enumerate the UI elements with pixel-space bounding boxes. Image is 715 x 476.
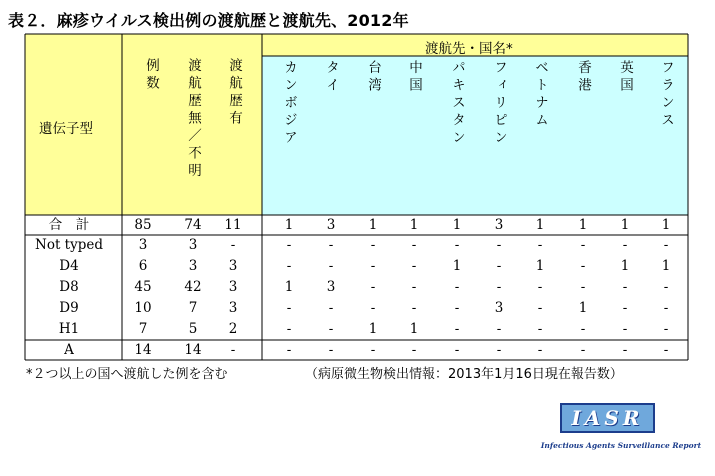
table-cell: 85 bbox=[134, 217, 152, 233]
table-cell: - bbox=[580, 342, 586, 358]
table-cell: 10 bbox=[134, 300, 152, 316]
table-cell: - bbox=[454, 237, 460, 253]
table-cell: - bbox=[580, 237, 586, 253]
table-cell: 1 bbox=[620, 258, 630, 274]
table-cell: - bbox=[411, 300, 417, 316]
table-cell: - bbox=[328, 237, 334, 253]
table-cell: 5 bbox=[188, 321, 198, 337]
country-header: パキスタン bbox=[449, 60, 465, 148]
table-cell: 14 bbox=[134, 342, 152, 358]
table-cell: 1 bbox=[368, 321, 378, 337]
table-cell: 7 bbox=[188, 300, 198, 316]
table-cell: - bbox=[537, 321, 543, 337]
table-cell: 1 bbox=[284, 217, 294, 233]
country-header: カンボジア bbox=[281, 60, 297, 148]
table-cell: - bbox=[454, 321, 460, 337]
table-cell: - bbox=[622, 237, 628, 253]
table-title: 表２．麻疹ウイルス検出例の渡航歴と渡航先、2012年 bbox=[8, 11, 409, 30]
row-label: D8 bbox=[59, 279, 79, 295]
table-cell: 14 bbox=[184, 342, 202, 358]
iasr-logo bbox=[560, 403, 655, 433]
row-label: H1 bbox=[58, 321, 80, 337]
table-cell: 2 bbox=[228, 321, 238, 337]
country-header: 香港 bbox=[575, 60, 591, 95]
table-cell: - bbox=[370, 342, 376, 358]
table-cell: - bbox=[411, 342, 417, 358]
country-header: タイ bbox=[323, 60, 339, 95]
row-label: D4 bbox=[59, 258, 79, 274]
table-cell: 1 bbox=[535, 258, 545, 274]
table-cell: 6 bbox=[138, 258, 148, 274]
table-cell: - bbox=[496, 279, 502, 295]
table-cell: - bbox=[370, 258, 376, 274]
table-cell: 1 bbox=[535, 217, 545, 233]
table-cell: 3 bbox=[188, 258, 198, 274]
iasr-logo-subtitle: Infectious Agents Surveillance Report bbox=[540, 441, 702, 450]
table-cell: - bbox=[622, 279, 628, 295]
table-cell: 3 bbox=[228, 279, 238, 295]
table-cell: - bbox=[328, 342, 334, 358]
table-cell: - bbox=[230, 237, 236, 253]
table-cell: - bbox=[622, 342, 628, 358]
source-note: （病原微生物検出情報：2013年1月16日現在報告数） bbox=[305, 367, 623, 382]
row-label: A bbox=[64, 342, 74, 358]
table-cell: 1 bbox=[578, 300, 588, 316]
table-cell: - bbox=[663, 300, 669, 316]
table-cell: - bbox=[496, 237, 502, 253]
table-cell: 1 bbox=[409, 217, 419, 233]
table-cell: - bbox=[370, 279, 376, 295]
table-cell: - bbox=[663, 321, 669, 337]
table-cell: 1 bbox=[578, 217, 588, 233]
table-cell: - bbox=[580, 279, 586, 295]
table-cell: - bbox=[454, 279, 460, 295]
row-label: 合 計 bbox=[48, 217, 90, 233]
table-cell: 7 bbox=[138, 321, 148, 337]
table-cell: - bbox=[537, 342, 543, 358]
destination-group-header: 渡航先・国名* bbox=[425, 41, 513, 57]
table-cell: - bbox=[454, 342, 460, 358]
table-cell: 1 bbox=[409, 321, 419, 337]
table-cell: 3 bbox=[494, 217, 504, 233]
table-cell: - bbox=[663, 279, 669, 295]
row-label: D9 bbox=[59, 300, 79, 316]
table-cell: - bbox=[328, 258, 334, 274]
travel-none-header: 渡航歴無／不明 bbox=[185, 58, 201, 181]
table-cell: 45 bbox=[134, 279, 152, 295]
table-cell: 1 bbox=[452, 258, 462, 274]
genotype-header: 遺伝子型 bbox=[39, 121, 93, 137]
table-cell: - bbox=[580, 258, 586, 274]
table-cell: 3 bbox=[228, 258, 238, 274]
table-cell: - bbox=[537, 237, 543, 253]
table-cell: - bbox=[411, 237, 417, 253]
table-cell: - bbox=[230, 342, 236, 358]
table-cell: - bbox=[411, 258, 417, 274]
country-header: フィリピン bbox=[491, 60, 507, 148]
table-cell: - bbox=[496, 321, 502, 337]
table-cell: 1 bbox=[368, 217, 378, 233]
table-cell: - bbox=[580, 321, 586, 337]
table-cell: - bbox=[454, 300, 460, 316]
table-cell: - bbox=[537, 279, 543, 295]
country-header: 英国 bbox=[617, 60, 633, 95]
iasr-logo-text: IASR bbox=[571, 406, 644, 430]
table-cell: - bbox=[328, 321, 334, 337]
travel-yes-header: 渡航歴有 bbox=[226, 58, 242, 128]
table-cell: 3 bbox=[188, 237, 198, 253]
table-cell: - bbox=[663, 342, 669, 358]
table-cell: - bbox=[537, 300, 543, 316]
table-cell: 3 bbox=[228, 300, 238, 316]
table-cell: - bbox=[286, 342, 292, 358]
row-label: Not typed bbox=[35, 237, 103, 253]
table-cell: - bbox=[496, 258, 502, 274]
table-cell: - bbox=[622, 300, 628, 316]
footnote: *２つ以上の国へ渡航した例を含む bbox=[26, 367, 228, 382]
table-cell: 1 bbox=[284, 279, 294, 295]
country-header: 中国 bbox=[406, 60, 422, 95]
table-cell: - bbox=[370, 300, 376, 316]
table-cell: 1 bbox=[661, 217, 671, 233]
table-cell: 1 bbox=[661, 258, 671, 274]
cases-header: 例数 bbox=[143, 58, 159, 93]
table-cell: - bbox=[328, 300, 334, 316]
table-cell: - bbox=[286, 321, 292, 337]
table-cell: - bbox=[663, 237, 669, 253]
table-cell: 42 bbox=[184, 279, 202, 295]
table-cell: 1 bbox=[452, 217, 462, 233]
table-cell: 3 bbox=[326, 279, 336, 295]
table-cell: 3 bbox=[326, 217, 336, 233]
table-cell: 3 bbox=[138, 237, 148, 253]
country-header: ベトナム bbox=[532, 60, 548, 130]
table-cell: - bbox=[622, 321, 628, 337]
table-cell: 11 bbox=[224, 217, 242, 233]
table-cell: - bbox=[286, 237, 292, 253]
country-header: フランス bbox=[658, 60, 674, 130]
table-cell: - bbox=[286, 258, 292, 274]
table-cell: 74 bbox=[184, 217, 202, 233]
table-cell: - bbox=[496, 342, 502, 358]
country-header: 台湾 bbox=[365, 60, 381, 95]
table-cell: - bbox=[286, 300, 292, 316]
table-cell: - bbox=[411, 279, 417, 295]
table-cell: 1 bbox=[620, 217, 630, 233]
table-cell: 3 bbox=[494, 300, 504, 316]
table-cell: - bbox=[370, 237, 376, 253]
